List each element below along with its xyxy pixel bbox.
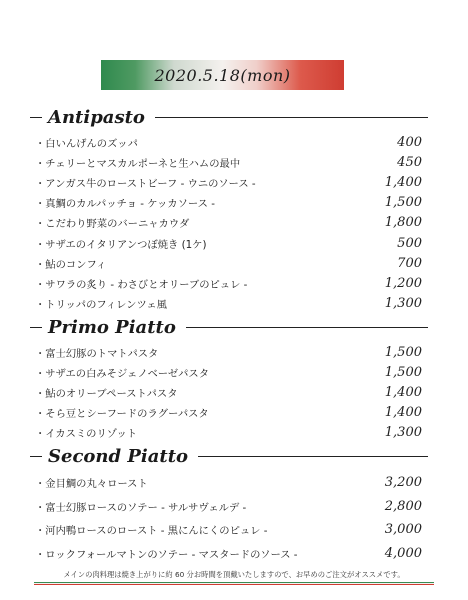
header-dash [30, 327, 42, 328]
menu-item [30, 382, 428, 402]
section-header [30, 104, 428, 130]
item-name: ・鮎のコンフィ [35, 258, 107, 271]
section-header [30, 314, 428, 340]
item-name: ・真鯛のカルパッチョ - ケッカソース - [35, 198, 215, 211]
header-rule [155, 117, 428, 118]
section-primo-piatto [30, 314, 428, 443]
item-price: 2,800 [384, 498, 422, 514]
menu-item [30, 423, 428, 443]
date-banner [101, 60, 344, 90]
section-title: Primo Piatto [48, 316, 176, 338]
item-price: 4,000 [384, 545, 422, 561]
menu-item [30, 518, 428, 542]
section-second-piatto [30, 443, 428, 565]
item-name: ・チェリーとマスカルポーネと生ハムの最中 [35, 157, 241, 170]
item-name: ・富士幻豚のトマトパスタ [35, 347, 159, 360]
item-name: ・富士幻豚ロースのソテー - サルサヴェルデ - [35, 501, 247, 514]
menu-item [30, 542, 428, 566]
header-dash [30, 117, 42, 118]
item-price: 450 [397, 154, 422, 170]
item-name: ・サザエの白みそジェノベーゼパスタ [35, 367, 210, 380]
item-price: 400 [397, 134, 422, 150]
item-name: ・イカスミのリゾット [35, 428, 138, 441]
item-price: 1,400 [384, 405, 422, 421]
menu-item [30, 172, 428, 192]
item-name: ・サワラの炙り - わさびとオリーブのピュレ - [35, 278, 248, 291]
item-price: 1,400 [384, 174, 422, 190]
menu-item [30, 294, 428, 314]
item-price: 3,000 [384, 522, 422, 538]
menu-item [30, 403, 428, 423]
menu-item [30, 471, 428, 495]
item-price: 1,800 [384, 215, 422, 231]
item-price: 1,500 [384, 195, 422, 211]
item-price: 3,200 [384, 475, 422, 491]
menu-item [30, 213, 428, 233]
item-name: ・トリッパのフィレンツェ風 [35, 299, 167, 312]
menu-item [30, 152, 428, 172]
section-title: Antipasto [48, 106, 145, 128]
header-rule [186, 327, 428, 328]
item-price: 500 [397, 235, 422, 251]
item-price: 1,400 [384, 384, 422, 400]
menu-item [30, 193, 428, 213]
footer-tricolor-stripe [34, 582, 434, 585]
item-price: 700 [397, 255, 422, 271]
menu-date: 2020.5.18(mon) [154, 65, 291, 85]
header-dash [30, 456, 42, 457]
item-price: 1,300 [384, 425, 422, 441]
item-price: 1,300 [384, 296, 422, 312]
item-name: ・金目鯛の丸々ロースト [35, 478, 148, 491]
item-price: 1,500 [384, 364, 422, 380]
section-title: Second Piatto [48, 445, 189, 467]
item-name: ・サザエのイタリアンつぼ焼き (1ケ) [35, 238, 207, 251]
menu-item [30, 362, 428, 382]
header-rule [198, 456, 428, 457]
item-price: 1,500 [384, 344, 422, 360]
section-antipasto [30, 104, 428, 314]
menu-item [30, 233, 428, 253]
item-name: ・鮎のオリーブペーストパスタ [35, 387, 178, 400]
menu-item [30, 495, 428, 519]
menu-item [30, 342, 428, 362]
item-name: ・こだわり野菜のバーニャカウダ [35, 218, 190, 231]
menu-item [30, 132, 428, 152]
item-name: ・河内鴨ロースのロースト - 黒にんにくのピュレ - [35, 525, 268, 538]
item-name: ・アンガス牛のローストビーフ - ウニのソース - [35, 177, 256, 190]
item-price: 1,200 [384, 275, 422, 291]
menu-item [30, 253, 428, 273]
footer-note: メインの肉料理は焼き上がりに約 60 分お時間を頂戴いたしますので、お早めのご注文がオススメです。 [63, 570, 405, 579]
item-name: ・ロックフォールマトンのソテー - マスタードのソース - [35, 548, 298, 561]
menu-item [30, 273, 428, 293]
item-name: ・そら豆とシーフードのラグーパスタ [35, 408, 209, 421]
section-header [30, 443, 428, 469]
item-name: ・白いんげんのズッパ [35, 137, 138, 150]
